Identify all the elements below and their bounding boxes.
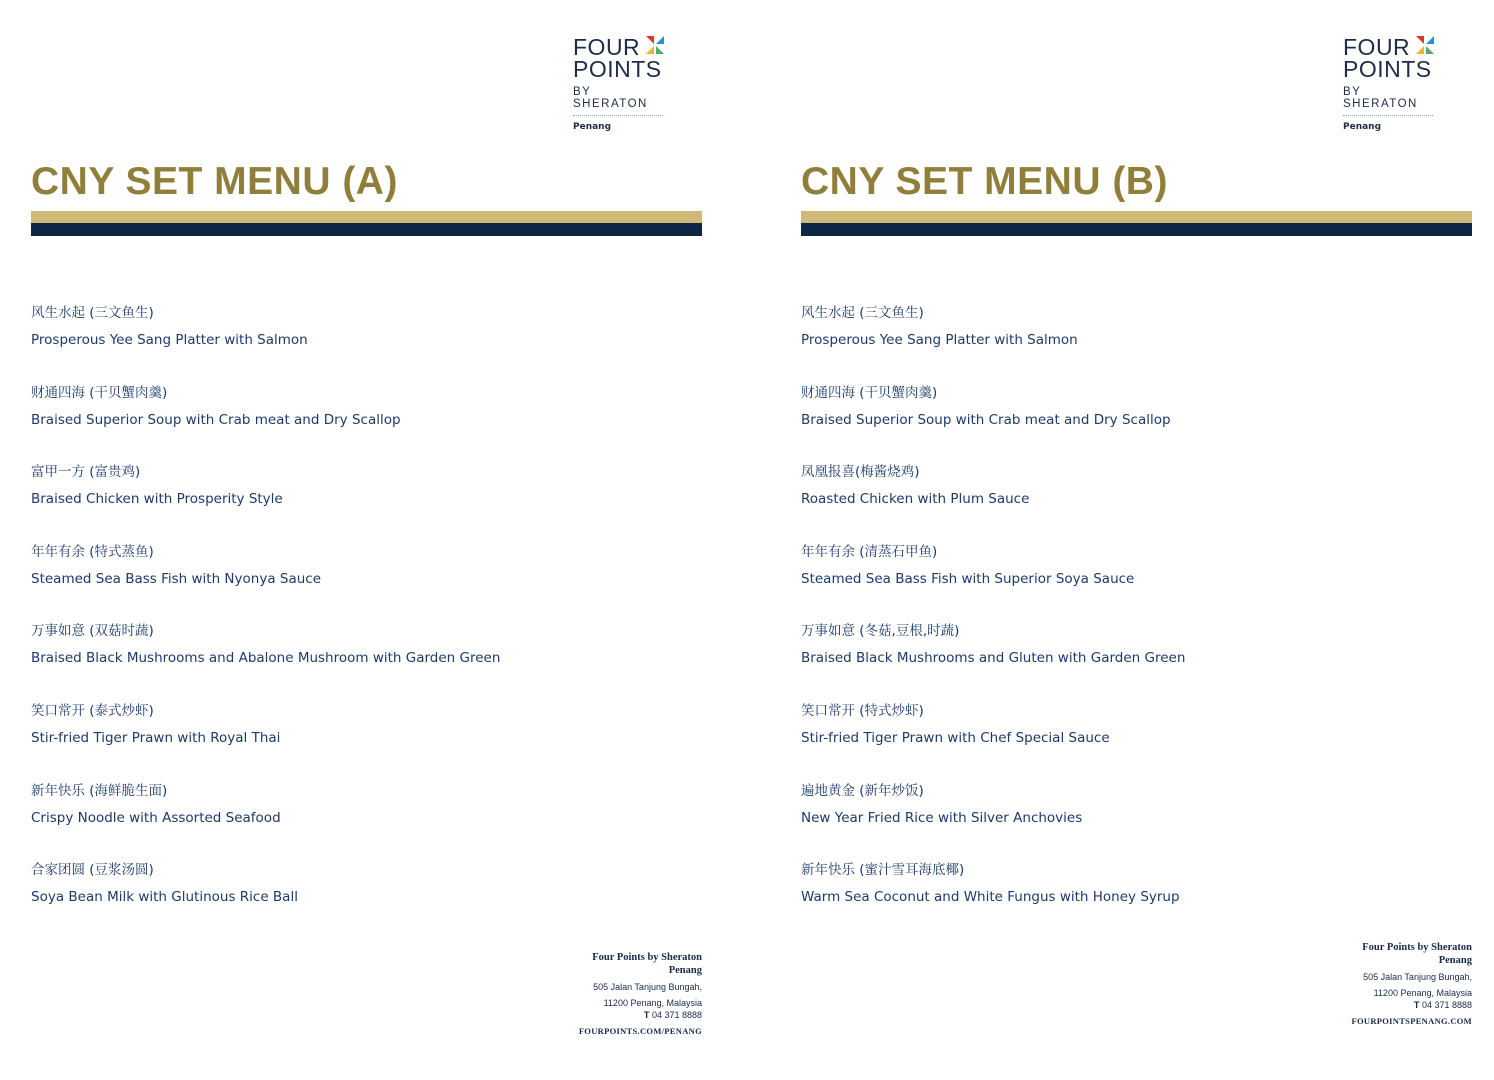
dish-chinese-name: 遍地黄金 (新年炒饭) xyxy=(801,782,924,799)
hotel-website-link[interactable]: FOURPOINTSPENANG.COM xyxy=(1351,1016,1472,1026)
dish-item xyxy=(31,700,711,780)
dish-item xyxy=(801,302,1481,382)
logo-line-points: POINTS xyxy=(573,56,662,82)
dish-english-name: Braised Chicken with Prosperity Style xyxy=(31,491,283,508)
logo-line-four: FOUR xyxy=(1343,34,1411,60)
dish-list xyxy=(31,302,711,939)
dish-english-name: Steamed Sea Bass Fish with Nyonya Sauce xyxy=(31,570,322,587)
brand-logo xyxy=(1343,36,1437,132)
dish-english-name: Prosperous Yee Sang Platter with Salmon xyxy=(31,332,308,348)
hotel-street: 505 Jalan Tanjung Bungah, xyxy=(1363,972,1472,982)
dish-chinese-name: 万事如意 (双菇时蔬) xyxy=(31,623,154,640)
dish-item xyxy=(801,780,1481,860)
dish-chinese-name: 财通四海 (干贝蟹肉羹) xyxy=(31,384,168,401)
dish-english-name: Braised Black Mushrooms and Abalone Mushroom with Garden Green xyxy=(31,650,501,667)
dish-item xyxy=(31,620,711,700)
dish-english-name: Soya Bean Milk with Glutinous Rice Ball xyxy=(31,889,298,906)
dish-item xyxy=(801,620,1481,700)
dish-chinese-name: 年年有余 (清蒸石甲鱼) xyxy=(801,543,938,560)
dish-chinese-name: 风生水起 (三文鱼生) xyxy=(801,305,924,321)
dish-english-name: Warm Sea Coconut and White Fungus with Honey Syrup xyxy=(801,889,1180,906)
dish-item xyxy=(31,302,711,382)
four-points-mark-icon xyxy=(646,36,664,54)
dish-item xyxy=(31,780,711,860)
phone-label: T xyxy=(1413,1000,1420,1010)
logo-divider xyxy=(573,115,663,116)
hotel-phone xyxy=(440,1010,702,1020)
dish-chinese-name: 新年快乐 (海鲜脆生面) xyxy=(31,782,168,799)
dish-chinese-name: 年年有余 (特式蒸鱼) xyxy=(31,543,154,560)
dish-english-name: Stir-fried Tiger Prawn with Chef Special Sauce xyxy=(801,729,1110,746)
dish-english-name: Prosperous Yee Sang Platter with Salmon xyxy=(801,332,1078,348)
phone-number: 04 371 8888 xyxy=(651,1010,702,1020)
dish-list xyxy=(801,302,1481,939)
dish-chinese-name: 合家团圆 (豆浆汤圆) xyxy=(31,862,154,879)
dish-item xyxy=(801,859,1481,939)
dish-english-name: Steamed Sea Bass Fish with Superior Soya Sauce xyxy=(801,570,1135,587)
phone-number: 04 371 8888 xyxy=(1421,1000,1472,1010)
dish-chinese-name: 富甲一方 (富贵鸡) xyxy=(31,464,141,481)
dish-english-name: Braised Superior Soup with Crab meat and Dry Scallop xyxy=(801,411,1171,428)
logo-divider xyxy=(1343,115,1433,116)
dish-chinese-name: 万事如意 (冬菇,豆根,时蔬) xyxy=(801,623,960,640)
brand-logo xyxy=(573,36,667,132)
hotel-address-footer xyxy=(1210,941,1472,1026)
dish-item xyxy=(801,382,1481,462)
hotel-postcode: 11200 Penang, Malaysia xyxy=(1373,988,1472,998)
hotel-name: Four Points by Sheraton xyxy=(1362,942,1472,953)
dish-chinese-name: 笑口常开 (泰式炒虾) xyxy=(31,702,154,719)
navy-rule xyxy=(801,223,1472,236)
dish-english-name: Stir-fried Tiger Prawn with Royal Thai xyxy=(31,729,281,746)
menu-title: CNY SET MENU (A) xyxy=(31,160,398,203)
phone-label: T xyxy=(643,1010,650,1020)
logo-city: Penang xyxy=(1343,122,1382,132)
dish-item xyxy=(801,541,1481,621)
dish-item xyxy=(31,541,711,621)
logo-line-four: FOUR xyxy=(573,34,641,60)
dish-english-name: Braised Superior Soup with Crab meat and Dry Scallop xyxy=(31,411,401,428)
dish-english-name: New Year Fried Rice with Silver Anchovies xyxy=(801,809,1083,826)
dish-chinese-name: 笑口常开 (特式炒虾) xyxy=(801,702,924,719)
hotel-city: Penang xyxy=(1438,955,1472,966)
hotel-name: Four Points by Sheraton xyxy=(592,952,702,963)
menu-page-b xyxy=(770,0,1494,1080)
dish-english-name: Crispy Noodle with Assorted Seafood xyxy=(31,809,281,826)
logo-city: Penang xyxy=(573,122,612,132)
dish-english-name: Roasted Chicken with Plum Sauce xyxy=(801,491,1030,508)
dish-item xyxy=(31,461,711,541)
dish-item xyxy=(801,461,1481,541)
hotel-phone xyxy=(1210,1000,1472,1010)
logo-line-by-sheraton: BY SHERATON xyxy=(1343,86,1418,110)
dish-chinese-name: 凤凰报喜(梅酱烧鸡) xyxy=(801,464,920,481)
gold-rule xyxy=(31,211,702,223)
four-points-mark-icon xyxy=(1416,36,1434,54)
dish-chinese-name: 新年快乐 (蜜汁雪耳海底椰) xyxy=(801,862,965,879)
dish-item xyxy=(31,382,711,462)
logo-line-points: POINTS xyxy=(1343,56,1432,82)
dish-item xyxy=(801,700,1481,780)
hotel-address-footer xyxy=(440,951,702,1036)
dish-chinese-name: 风生水起 (三文鱼生) xyxy=(31,305,154,321)
dish-item xyxy=(31,859,711,939)
hotel-website-link[interactable]: FOURPOINTS.COM/PENANG xyxy=(578,1026,702,1036)
menu-title: CNY SET MENU (B) xyxy=(801,160,1168,203)
hotel-street: 505 Jalan Tanjung Bungah, xyxy=(593,982,702,992)
dish-english-name: Braised Black Mushrooms and Gluten with Garden Green xyxy=(801,650,1186,667)
hotel-city: Penang xyxy=(668,965,702,976)
logo-line-by-sheraton: BY SHERATON xyxy=(573,86,648,110)
dish-chinese-name: 财通四海 (干贝蟹肉羹) xyxy=(801,384,938,401)
gold-rule xyxy=(801,211,1472,223)
navy-rule xyxy=(31,223,702,236)
hotel-postcode: 11200 Penang, Malaysia xyxy=(603,998,702,1008)
